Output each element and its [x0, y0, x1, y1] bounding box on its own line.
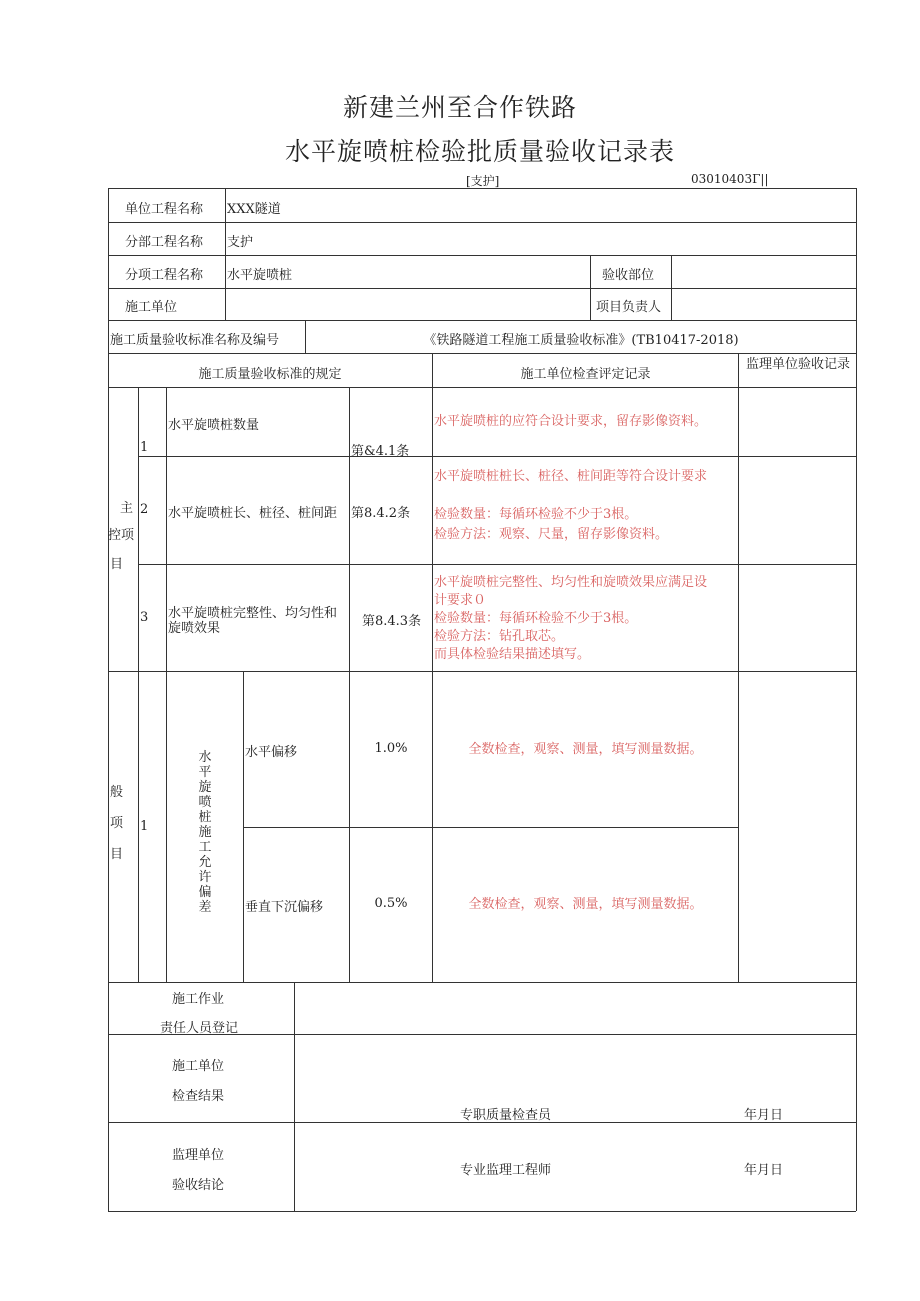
unit-project-value[interactable]: XXX隧道	[227, 202, 281, 217]
row-record-line: 检验方法：钻孔取芯。	[434, 629, 565, 644]
main-control-label-1: 主	[120, 501, 134, 516]
acceptance-part-label: 验收部位	[602, 268, 655, 283]
row-record-line: 检验数量：每循环检验不少于3根。	[434, 507, 638, 522]
deviation-record: 全数检查，观察、测量，填写测量数据。	[468, 897, 703, 912]
unit-project-label: 单位工程名称	[125, 202, 204, 217]
row-record-line: 水平旋喷桩完整性、均匀性和旋喷效果应满足设	[434, 575, 708, 590]
row-clause: 第8.4.3条	[362, 614, 422, 629]
sub-project-label: 分部工程名称	[125, 235, 204, 250]
supervision-record-main-field[interactable]	[739, 388, 855, 671]
worker-registration-field[interactable]	[295, 983, 855, 1033]
spec-column-header: 施工质量验收标准的规定	[198, 367, 342, 382]
general-label-2: 项	[110, 816, 124, 831]
row-item-line: 水平旋喷桩完整性、均匀性和	[168, 606, 338, 621]
row-item: 水平旋喷桩数量	[168, 418, 260, 433]
construction-result-label-1: 施工单位	[172, 1059, 225, 1074]
quality-inspector-label: 专职质量检查员	[460, 1108, 552, 1123]
item-project-label: 分项工程名称	[125, 268, 204, 283]
supervision-record-general-field[interactable]	[739, 672, 855, 981]
main-control-label-2: 控项	[108, 528, 135, 543]
section-label: [支护]	[466, 174, 500, 188]
row-record-line: 水平旋喷桩的应符合设计要求，留存影像资料。	[434, 414, 708, 429]
worker-registration-label-2: 责任人员登记	[160, 1021, 239, 1036]
main-control-label-3: 目	[110, 557, 124, 572]
deviation-item: 水平偏移	[245, 745, 298, 760]
general-label-1: 般	[110, 785, 124, 800]
row-number: 2	[140, 502, 149, 517]
deviation-item: 垂直下沉偏移	[245, 900, 324, 915]
supervision-conclusion-label-1: 监理单位	[172, 1148, 225, 1163]
sub-project-value[interactable]: 支护	[227, 235, 254, 250]
row-record-line: 检验方法：观察、尺量，留存影像资料。	[434, 527, 669, 542]
row-record-line: 水平旋喷桩桩长、桩径、桩间距等符合设计要求	[434, 469, 708, 484]
page-title-line2: 水平旋喷桩检验批质量验收记录表	[284, 137, 675, 166]
check-record-column-header: 施工单位检查评定记录	[520, 367, 651, 382]
general-label-3: 目	[110, 847, 124, 862]
row-number: 1	[140, 440, 149, 455]
construction-unit-label: 施工单位	[125, 300, 178, 315]
project-manager-field[interactable]	[672, 289, 855, 319]
row-item-line: 旋喷效果	[168, 621, 221, 636]
acceptance-part-field[interactable]	[672, 256, 855, 287]
construction-date-label: 年月日	[744, 1108, 784, 1123]
row-clause: 第8.4.2条	[351, 506, 411, 521]
deviation-tolerance: 1.0%	[374, 741, 408, 756]
row-item: 水平旋喷桩长、桩径、桩间距	[168, 506, 338, 521]
supervision-record-column-header: 监理单位验收记录	[745, 357, 850, 372]
form-code: 03010403Γ||	[691, 172, 769, 186]
page-title-line1: 新建兰州至合作铁路	[342, 93, 577, 122]
row-record-line: 计要求０	[434, 593, 487, 608]
standard-label: 施工质量验收标准名称及编号	[110, 333, 280, 348]
row-record-line: 检验数量：每循环检验不少于3根。	[434, 611, 638, 626]
construction-unit-field[interactable]	[226, 289, 589, 319]
general-row-number: 1	[140, 819, 149, 834]
worker-registration-label-1: 施工作业	[172, 992, 225, 1007]
row-number: 3	[140, 610, 149, 625]
construction-result-label-2: 检查结果	[172, 1089, 225, 1104]
item-project-value[interactable]: 水平旋喷桩	[227, 268, 293, 283]
deviation-tolerance: 0.5%	[374, 896, 408, 911]
row-record-line: 而具体检验结果描述填写。	[434, 647, 591, 662]
project-manager-label: 项目负责人	[596, 300, 662, 315]
deviation-record: 全数检查，观察、测量，填写测量数据。	[468, 742, 703, 757]
standard-value: 《铁路隧道工程施工质量验收标准》(TB10417-2018)	[423, 333, 739, 348]
supervision-date-label: 年月日	[744, 1163, 784, 1178]
supervision-engineer-label: 专业监理工程师	[460, 1163, 552, 1178]
general-category-label: 水平旋喷桩施工允许偏差	[198, 750, 212, 915]
row-clause: 第&4.1条	[351, 444, 410, 459]
supervision-conclusion-label-2: 验收结论	[172, 1178, 225, 1193]
